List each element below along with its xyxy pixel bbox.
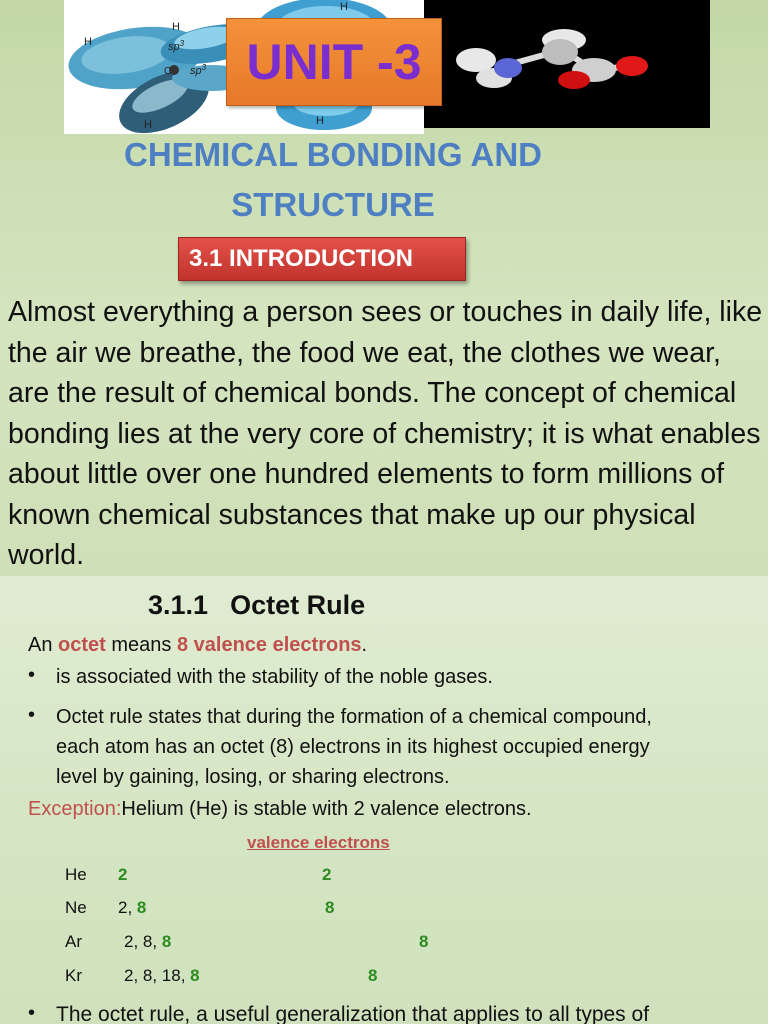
- section-heading: [148, 590, 365, 621]
- electron-config: 2: [118, 865, 128, 884]
- slide-octet-rule: [0, 576, 768, 1024]
- svg-text:H: H: [84, 36, 92, 48]
- element-symbol: Ar: [65, 932, 82, 951]
- valence-count: 8: [368, 966, 378, 985]
- bullet-octet-rule-statement: Octet rule states that during the formation of a chemical compound, each atom has an octet (8) electrons in its highest occupied energy level by gaining, losing, or sharing electrons.: [56, 706, 652, 788]
- exception-label: Exception:: [28, 798, 122, 820]
- bullet-octet-generalization: The octet rule, a useful generalization that applies to all types of: [56, 1003, 650, 1024]
- section-title: Octet Rule: [230, 590, 366, 620]
- svg-text:sp3: $sp^3$: [168, 39, 185, 53]
- svg-text:H: H: [340, 1, 348, 13]
- section-label-badge: 3.1 INTRODUCTION: [178, 237, 466, 281]
- intro-paragraph: Almost everything a person sees or touches in daily life, like the air we breathe, the food we eat, the clothes we wear, are the result of chemical bonds. The concept of chemical bonding lies at the very core of chemistry; it is what enables about little over one hundred elements to form millions of known chemical substances that make up our physical world.: [8, 296, 763, 571]
- element-symbol: Ne: [65, 898, 87, 917]
- valence-count: 8: [325, 898, 335, 917]
- bullet-icon: •: [28, 664, 36, 686]
- valence-count: 2: [322, 865, 332, 884]
- svg-text:H: H: [144, 119, 152, 131]
- svg-text:C: C: [164, 66, 172, 77]
- octet-definition: An octet means 8 valence electrons.: [28, 634, 368, 656]
- element-symbol: He: [65, 865, 87, 884]
- valence-term: 8 valence electrons: [176, 634, 362, 656]
- bullet-noble-gas-stability: is associated with the stability of the noble gases.: [56, 666, 493, 688]
- exception-line: Exception:Helium (He) is stable with 2 valence electrons.: [28, 798, 532, 820]
- bullet-icon: •: [28, 1002, 36, 1024]
- section-number: 3.1.1: [148, 590, 209, 620]
- svg-text:H: H: [316, 115, 324, 127]
- svg-text:H: H: [172, 21, 180, 33]
- slide-title-line2: STRUCTURE: [231, 186, 435, 223]
- svg-text:sp3: $sp^3$: [190, 63, 207, 77]
- electron-config: 2, 8, 18, 8: [124, 966, 200, 985]
- valence-electrons-header: valence electrons: [247, 833, 390, 852]
- element-symbol: Kr: [65, 966, 82, 985]
- octet-term: octet: [58, 634, 106, 656]
- valence-count: 8: [419, 932, 429, 951]
- unit-title-badge: UNIT -3: [226, 18, 442, 106]
- electron-config: 2, 8: [118, 898, 147, 917]
- slide-title-line1: CHEMICAL BONDING AND: [124, 136, 542, 173]
- electron-config: 2, 8, 8: [124, 932, 172, 951]
- bullet-icon: •: [28, 704, 36, 726]
